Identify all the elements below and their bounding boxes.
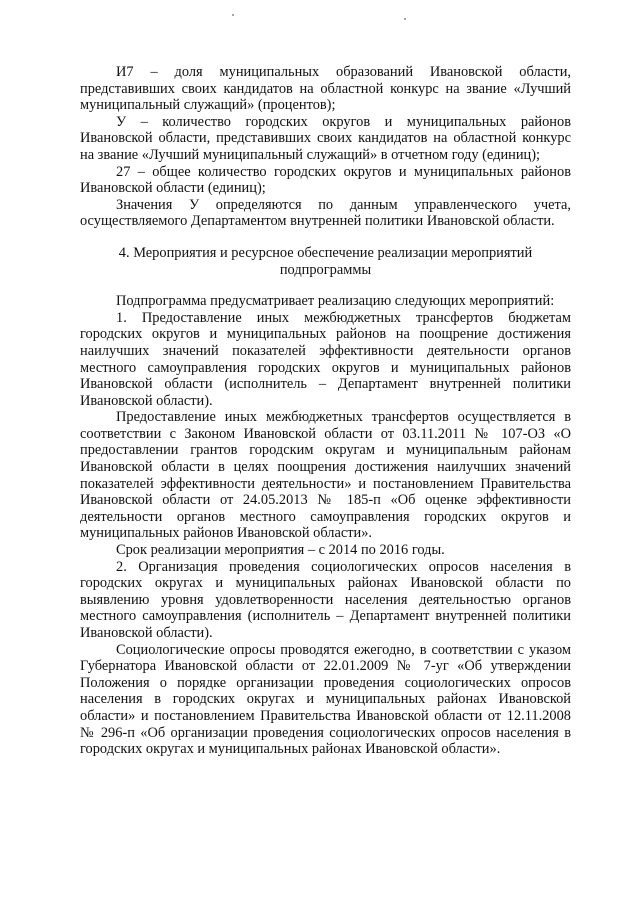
scan-speck <box>404 18 406 20</box>
section-heading: 4. Мероприятия и ресурсное обеспечение реализации мероприятий подпрограммы <box>118 244 533 278</box>
paragraph-27-definition: 27 – общее количество городских округов и муниципальных районов Ивановской области (единиц); <box>80 163 571 197</box>
paragraph-u-source: Значения У определяются по данным управленческого учета, осуществляемого Департаментом внутренней политики Ивановской области. <box>80 196 571 230</box>
document-page <box>80 64 571 758</box>
paragraph-term: Срок реализации мероприятия – с 2014 по 2016 годы. <box>116 542 445 559</box>
paragraph-measure-2: 2. Организация проведения социологических опросов населения в городских округах и муниципальных районах Ивановской области по выявлению уровня удовлетворенности населения деятельностью органов местного самоуправления (исполнитель – Департамент внутренней политики Ивановской области). <box>80 558 571 641</box>
paragraph-measure-1: 1. Предоставление иных межбюджетных трансфертов бюджетам городских округов и муниципальных районов на поощрение достижения наилучших значений показателей эффективности деятельности органов местного самоуправления городских округов и муниципальных районов Ивановской области (исполнитель – Департамент внутренней политики Ивановской области). <box>80 309 571 409</box>
spacer <box>80 230 571 245</box>
paragraph-u-definition: У – количество городских округов и муниципальных районов Ивановской области, представивших своих кандидатов на областной конкурс на звание «Лучший муниципальный служащий» в отчетном году (единиц); <box>80 113 571 163</box>
paragraph-intro: Подпрограмма предусматривает реализацию следующих мероприятий: <box>116 293 555 310</box>
scan-speck <box>232 14 234 16</box>
paragraph-i7-definition: И7 – доля муниципальных образований Ивановской области, представивших своих кандидатов на областной конкурс на звание «Лучший муниципальный служащий» (процентов); <box>80 64 571 114</box>
paragraph-surveys: Социологические опросы проводятся ежегодно, в соответствии с указом Губернатора Ивановской области от 22.01.2009 № 7-уг «Об утверждении Положения о порядке организации проведения социологических опросов населения в городских округах и муниципальных районах Ивановской области» и постановлением Правительства Ивановской области от 12.11.2008 № 296-п «Об организации проведения социологических опросов населения в городских округах и муниципальных районах Ивановской области». <box>80 641 571 758</box>
spacer <box>80 278 571 293</box>
paragraph-transfers: Предоставление иных межбюджетных трансфертов осуществляется в соответствии с Законом Ивановской области от 03.11.2011 № 107-ОЗ «О предоставлении грантов городским округам и муниципальным районам Ивановской области в целях поощрения достижения наилучших значений показателей эффективности деятельности» и постановлением Правительства Ивановской области от 24.05.2013 № 185-п «Об оценке эффективности деятельности органов местного самоуправления городских округов и муниципальных районов Ивановской области». <box>80 409 571 542</box>
